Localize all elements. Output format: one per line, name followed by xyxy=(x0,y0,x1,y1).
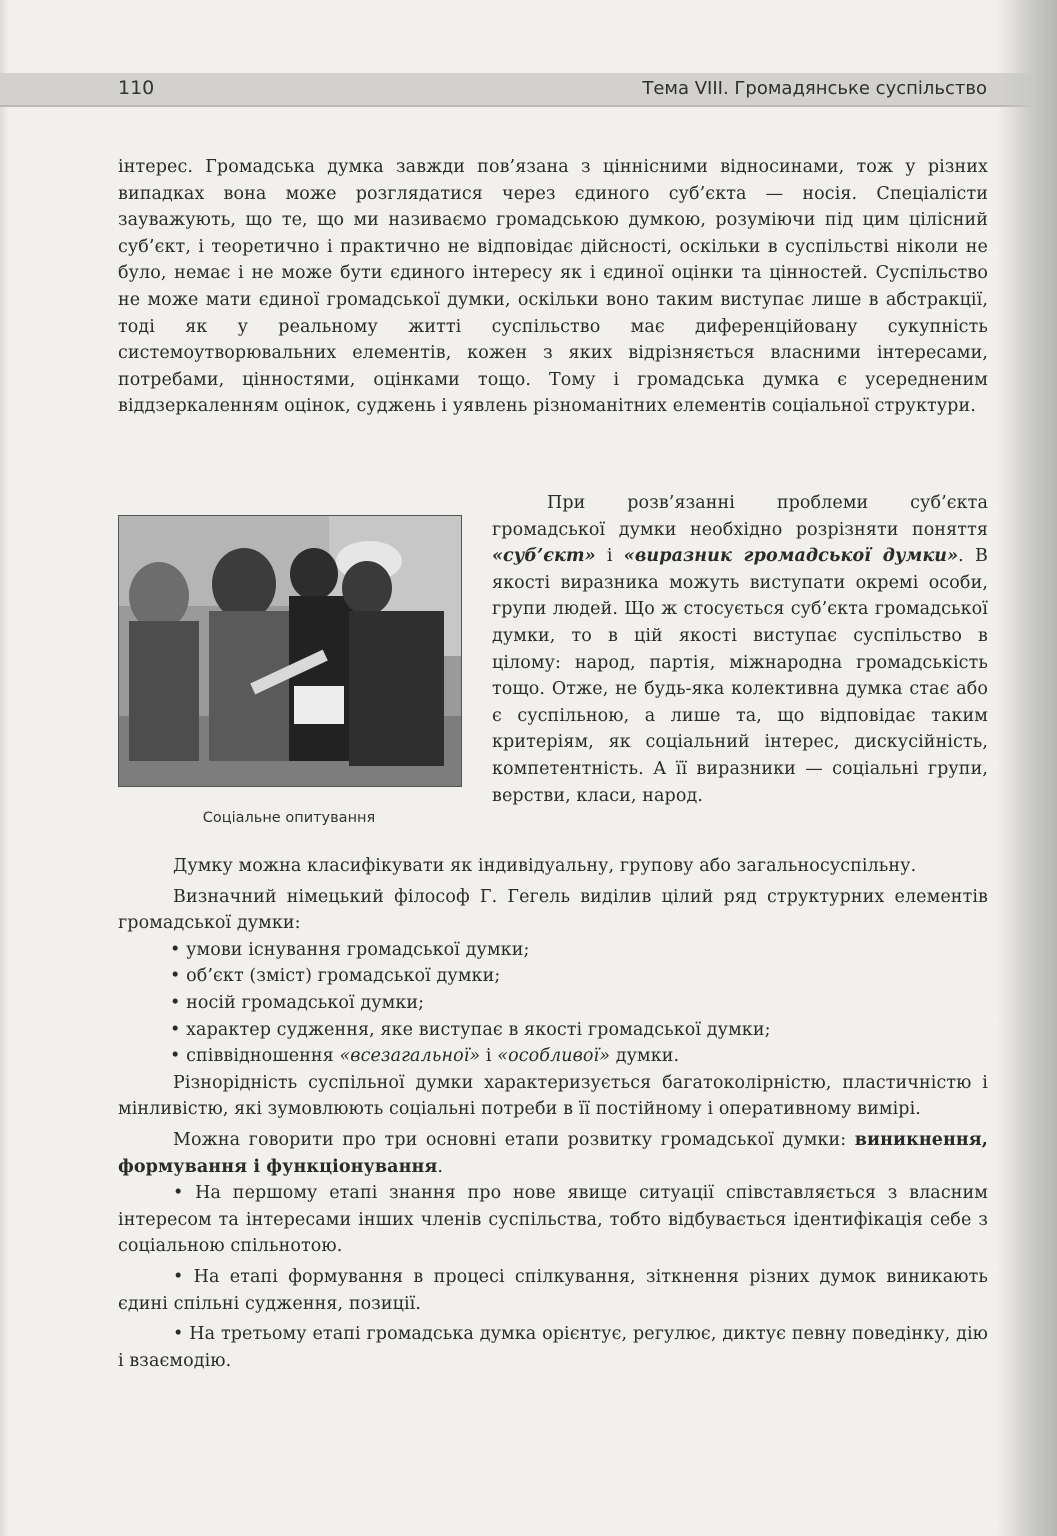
paragraph-stages xyxy=(118,1127,988,1180)
figure-caption: Соціальне опитування xyxy=(202,810,376,826)
term-particular: «особливої» xyxy=(497,1046,611,1067)
page-binding-shadow xyxy=(997,0,1057,1536)
text-segment: . xyxy=(437,1156,444,1177)
page-left-edge xyxy=(0,0,8,1536)
list-item: • умови існування громадської думки; xyxy=(170,939,530,960)
stage-third: • На третьому етапі громадська думка орієнтує, регулює, диктує певну поведінку, дію і взаємодію. xyxy=(118,1324,988,1371)
stage-second: • На етапі формування в процесі спілкування, зіткнення різних думок виникають єдині спільні судження, позиції. xyxy=(118,1266,988,1314)
text-segment: При розв’язанні проблеми суб’єкта громадської думки необхідно розрізняти поняття xyxy=(492,493,988,540)
list-item: • носій громадської думки; xyxy=(170,992,425,1013)
term-universal: «всезагальної» xyxy=(339,1046,481,1067)
text-segment: Можна говорити про три основні етапи розвитку громадської думки: xyxy=(173,1129,855,1150)
text-segment: і xyxy=(480,1046,498,1067)
running-head: Тема VIII. Громадянське суспільство xyxy=(642,78,987,99)
text-segment: • співвідношення xyxy=(170,1046,340,1067)
text-segment: . В якості виразника можуть виступати окремі особи, групи людей. Що ж стосується суб’єкта громадської думки, то в цій якості виступає суспільство в цілому: народ, партія, міжнародна громадськість тощо. Отже, не будь-яка колективна думка стає або є суспільною, а лише та, що відповідає таким критеріям, як соціальний інтерес, дискусійність, компетентність. А її виразники — соціальні групи, верстви, класи, народ. xyxy=(492,546,988,806)
text-segment: і xyxy=(595,546,624,567)
photo-illustration xyxy=(119,516,461,786)
paragraph-opening xyxy=(118,154,988,420)
paragraph-subject xyxy=(492,490,988,809)
paragraph-hegel: Визначний німецький філософ Г. Гегель виділив цілий ряд структурних елементів громадської думки: xyxy=(118,886,988,934)
list-item xyxy=(118,1043,988,1070)
term-subject: «суб’єкт» xyxy=(492,546,596,567)
paragraph-classification: Думку можна класифікувати як індивідуальну, групову або загальносуспільну. xyxy=(173,856,917,876)
stages-bold: виникнення, формування і функціонування xyxy=(118,1129,988,1177)
term-expresser: «виразник громадської думки» xyxy=(623,546,959,567)
list-item: • характер судження, яке виступає в якості громадської думки; xyxy=(170,1019,771,1040)
photo-social-survey xyxy=(118,515,462,787)
list-item: • об’єкт (зміст) громадської думки; xyxy=(170,966,501,987)
text-segment: думки. xyxy=(610,1046,680,1067)
stage-first: • На першому етапі знання про нове явище ситуації співставляється з власним інтересом та інтересами інших членів суспільства, тобто відбувається ідентифікація себе з соціальною спільнотою. xyxy=(118,1183,988,1257)
paragraph-text xyxy=(492,490,988,809)
paragraph-text: інтерес. Громадська думка завжди пов’язана з ціннісними відносинами, тож у різних випадках вона може розглядатися через єдиного суб’єкта — носія. Спеціалісти зауважують, що те, що ми називаємо громадською думкою, розуміючи під цим цілісний суб’єкт, і теоретично і практично не відповідає дійсності, оскільки в суспільстві ніколи не було, немає і не може бути єдиного інтересу як і єдиної оцінки та цінностей. Суспільство не може мати єдиної громадської думки, оскільки воно таким виступає лише в абстракції, тоді як у реальному житті суспільство має диференційовану сукупність системоутворювальних елементів, кожен з яких відрізняється власними інтересами, потребами, цінностями, оцінками тощо. Тому і громадська думка є усередненим віддзеркаленням оцінок, суджень і уявлень різноманітних елементів соціальної структури. xyxy=(118,157,988,417)
paragraph-diversity: Різнорідність суспільної думки характеризується багатоколірністю, пластичністю і мінливістю, які зумовлюють соціальні потреби в її постійному і оперативному вимірі. xyxy=(118,1072,988,1120)
lower-text-block xyxy=(118,853,988,1374)
page-number: 110 xyxy=(118,77,155,99)
